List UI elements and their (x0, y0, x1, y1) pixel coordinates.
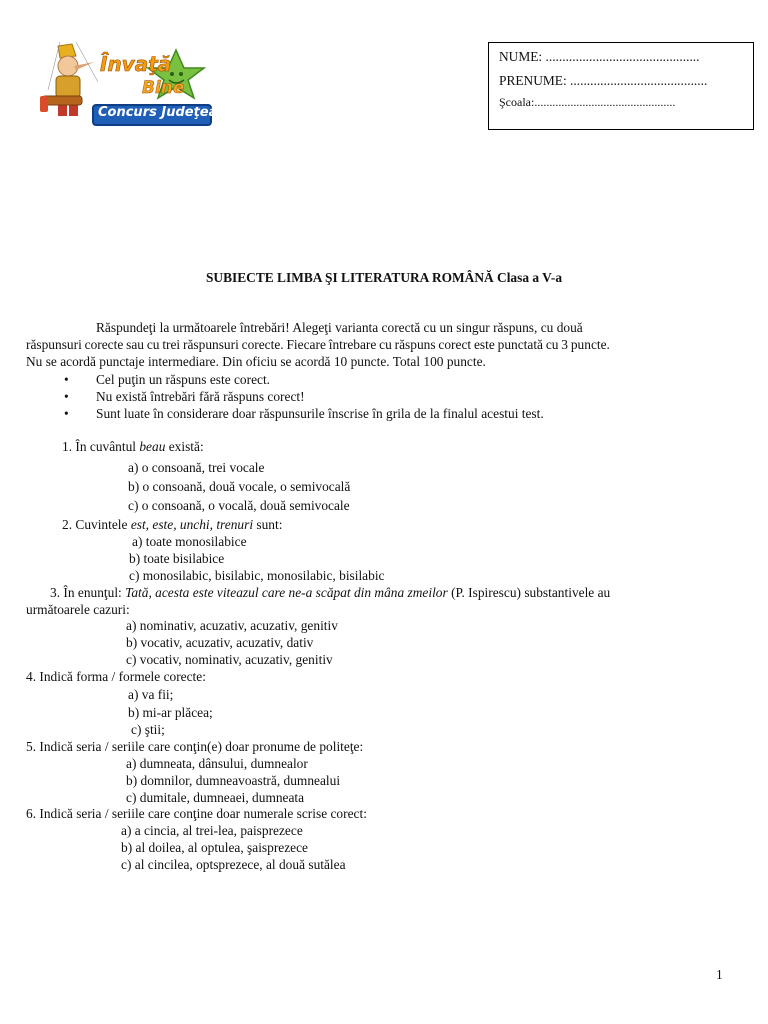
school-dots: :............................................... (531, 95, 676, 109)
q3-line-2: următoarele cazuri: (26, 602, 130, 617)
q3-prefix: 3. În enunţul: (50, 585, 126, 600)
logo-text-concurs: Concurs Judeţean (98, 105, 227, 120)
school-field[interactable] (499, 95, 675, 110)
q1-option-b[interactable]: b) o consoană, două vocale, o semivocală (128, 479, 351, 494)
q2-suffix: sunt: (253, 517, 283, 532)
q1-option-a[interactable]: a) o consoană, trei vocale (128, 460, 265, 475)
q1-prefix: 1. În cuvântul (62, 439, 140, 454)
intro-line-1: Răspundeţi la următoarele întrebări! Alegeţi varianta corectă cu un singur răspuns, cu două (96, 320, 583, 335)
school-label: Şcoala (499, 95, 531, 109)
logo-text-bine: Bine (142, 78, 185, 98)
page-title: SUBIECTE LIMBA ŞI LITERATURA ROMÂNĂ Clasa a V-a (205, 270, 563, 285)
bullet-text: Nu există întrebări fără răspuns corect! (96, 389, 305, 404)
q5-option-a[interactable]: a) dumneata, dânsului, dumnealor (126, 756, 308, 771)
q5-option-b[interactable]: b) domnilor, dumneavoastră, dumnealui (126, 773, 341, 788)
q2-option-c[interactable]: c) monosilabic, bisilabic, monosilabic, bisilabic (129, 568, 385, 583)
q6-option-c[interactable]: c) al cincilea, optsprezece, al două sutălea (121, 857, 346, 872)
q5-option-c[interactable]: c) dumitale, dumneaei, dumneata (126, 790, 305, 805)
q1-word: beau (139, 439, 166, 454)
name-field[interactable]: NUME: .............................................. (499, 49, 700, 64)
bullet-dot-icon: • (64, 389, 69, 404)
question-6: 6. Indică seria / seriile care conţine doar numerale scrise corect: (26, 806, 367, 821)
surname-field[interactable]: PRENUME: ......................................... (499, 73, 708, 88)
q4-option-b[interactable]: b) mi-ar plăcea; (128, 705, 213, 720)
q4-option-c[interactable]: c) ştii; (131, 722, 165, 737)
question-5: 5. Indică seria / seriile care conţin(e) doar pronume de politeţe: (26, 739, 364, 754)
q3-quote: Tată, acesta este viteazul care ne-a scăpat din mâna zmeilor (125, 585, 448, 600)
bullet-text: Cel puţin un răspuns este corect. (96, 372, 271, 387)
question-3 (50, 584, 756, 601)
student-id-box (488, 42, 754, 130)
q2-option-a[interactable]: a) toate monosilabice (132, 534, 247, 549)
q3-option-b[interactable]: b) vocativ, acuzativ, acuzativ, dativ (126, 635, 314, 650)
q4-option-a[interactable]: a) va fii; (128, 687, 174, 702)
intro-line-2: răspunsuri corecte sau cu trei răspunsuri corecte. Fiecare întrebare cu răspuns corect este punctată cu 3 puncte. (26, 337, 610, 352)
q3-suffix: (P. Ispirescu) substantivele au (447, 585, 611, 600)
q2-prefix: 2. Cuvintele (62, 517, 131, 532)
q2-option-b[interactable]: b) toate bisilabice (129, 551, 225, 566)
intro-line-3: Nu se acordă punctaje intermediare. Din oficiu se acordă 10 puncte. Total 100 puncte. (26, 354, 486, 369)
page-number: 1 (716, 967, 723, 982)
q3-option-a[interactable]: a) nominativ, acuzativ, acuzativ, genitiv (126, 618, 338, 633)
q2-words: est, este, unchi, trenuri (130, 517, 254, 532)
logo-text-invata: Învaţă (100, 52, 172, 76)
contest-logo (38, 42, 227, 130)
bullet-dot-icon: • (64, 406, 69, 421)
question-1 (62, 438, 204, 455)
question-2 (62, 516, 282, 533)
bullet-text: Sunt luate în considerare doar răspunsurile înscrise în grila de la finalul acestui test. (96, 406, 544, 421)
q1-option-c[interactable]: c) o consoană, o vocală, două semivocale (128, 498, 350, 513)
question-4: 4. Indică forma / formele corecte: (26, 669, 206, 684)
q6-option-b[interactable]: b) al doilea, al optulea, şaisprezece (121, 840, 309, 855)
q1-suffix: există: (165, 439, 204, 454)
q3-option-c[interactable]: c) vocativ, nominativ, acuzativ, genitiv (126, 652, 333, 667)
bullet-dot-icon: • (64, 372, 69, 387)
q6-option-a[interactable]: a) a cincia, al trei-lea, paisprezece (121, 823, 303, 838)
